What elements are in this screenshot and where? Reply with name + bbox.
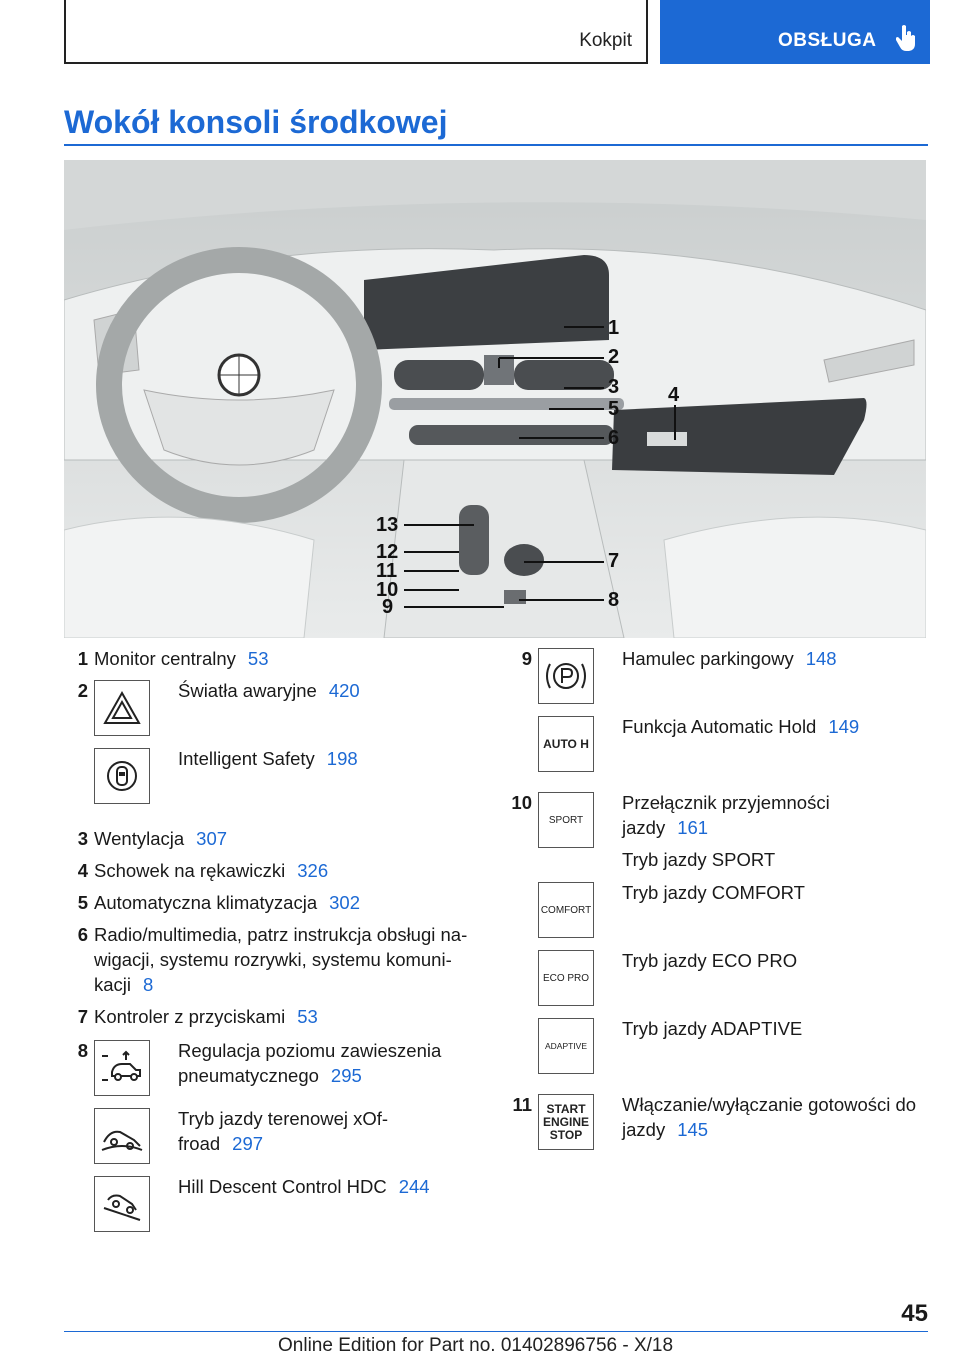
page-link[interactable]: 149	[828, 716, 860, 737]
page-link[interactable]: 148	[805, 648, 837, 669]
callout-5: 5	[608, 398, 620, 420]
header-tab[interactable]	[660, 0, 930, 64]
page-link[interactable]: 53	[297, 1006, 318, 1027]
legend-item: 7 Kontroler z przyciskami 53	[77, 1006, 318, 1027]
callout-2: 2	[608, 346, 620, 368]
offroad-icon	[94, 1108, 150, 1164]
legend-right	[508, 646, 932, 1160]
callout-6: 6	[608, 427, 620, 449]
cockpit-drawing	[64, 160, 926, 638]
page-link[interactable]: 420	[328, 680, 360, 701]
page-link[interactable]: 307	[196, 828, 228, 849]
footer-text: Online Edition for Part no. 01402896756 - X/18	[278, 1335, 674, 1356]
legend-item: 5 Automatyczna klimatyzacja 302	[77, 892, 360, 913]
page-link[interactable]: 53	[247, 648, 269, 669]
adaptive-mode-icon: ADAPTIVE	[538, 1018, 594, 1074]
legend-item: AUTO H Funkcja Automatic Hold 149	[508, 714, 932, 790]
legend-item: Intelligent Safety 198	[64, 746, 484, 826]
page-link[interactable]: 244	[398, 1176, 430, 1197]
legend-item: 8 Regulacja poziomu zawieszenia pneumatycznego 295	[64, 1038, 484, 1106]
page-link[interactable]: 302	[329, 892, 360, 913]
auto-hold-icon: AUTO H	[538, 716, 594, 772]
page-link[interactable]: 297	[232, 1133, 264, 1154]
page-number: 45	[901, 1300, 928, 1327]
sport-mode-icon: SPORT	[538, 792, 594, 848]
eco-pro-mode-icon: ECO PRO	[538, 950, 594, 1006]
legend-item: 1 Monitor centralny 53	[77, 648, 269, 669]
page-title: Wokół konsoli środkowej	[64, 104, 448, 140]
page-link[interactable]: 8	[143, 974, 154, 995]
legend-item: 10 SPORT Przełącznik przyjemności jazdy 161 Tryb jazdy SPORT	[511, 792, 830, 870]
page-link[interactable]: 326	[297, 860, 329, 881]
legend-item: ADAPTIVE Tryb jazdy ADAPTIVE	[508, 1016, 932, 1092]
title-rule	[64, 144, 928, 146]
legend-item: 4 Schowek na rękawiczki 326	[77, 860, 329, 881]
cockpit-illustration	[64, 160, 926, 638]
callout-1: 1	[608, 317, 620, 339]
callout-13: 13	[376, 514, 399, 536]
intelligent-safety-icon	[94, 748, 150, 804]
start-stop-icon: START ENGINE STOP	[538, 1094, 594, 1150]
legend-item: ECO PRO Tryb jazdy ECO PRO	[508, 948, 932, 1016]
legend-item: 11 START ENGINE STOP Włączanie/wyłączanie gotowości do jazdy 145	[508, 1092, 932, 1160]
header-section-label: Kokpit	[579, 30, 632, 51]
header-tab-label: OBSŁUGA	[778, 30, 877, 51]
callout-12: 12	[376, 541, 399, 563]
callout-3: 3	[608, 376, 620, 398]
page-link[interactable]: 161	[677, 817, 709, 838]
hill-descent-icon	[94, 1176, 150, 1232]
page-link[interactable]: 198	[326, 748, 358, 769]
footer-rule	[64, 1331, 928, 1332]
legend-left	[64, 646, 484, 1242]
legend-item: 3 Wentylacja 307	[77, 828, 228, 849]
legend-item: 9 Hamulec parkingowy 148	[508, 646, 932, 714]
page-link[interactable]: 145	[677, 1119, 709, 1140]
legend-item: COMFORT Tryb jazdy COMFORT	[508, 880, 932, 948]
legend-item: 6 Radio/multimedia, patrz instrukcja obsługi na- wigacji, systemu rozrywki, systemu komuni- kacji 8	[77, 924, 468, 995]
comfort-mode-icon: COMFORT	[538, 882, 594, 938]
page-link[interactable]: 295	[330, 1065, 362, 1086]
callout-8: 8	[608, 589, 620, 611]
callout-11: 11	[376, 560, 398, 582]
callout-9: 9	[382, 596, 394, 618]
legend-item: Tryb jazdy terenowej xOf- froad 297	[64, 1106, 484, 1174]
callout-10: 10	[376, 579, 399, 601]
legend-item: Hill Descent Control HDC 244	[64, 1174, 484, 1242]
air-suspension-icon	[94, 1040, 150, 1096]
legend-item: 2 Światła awaryjne 420	[64, 678, 484, 746]
callout-7: 7	[608, 550, 620, 572]
hand-pointer-icon	[896, 24, 918, 52]
parking-brake-icon	[538, 648, 594, 704]
hazard-warning-icon	[94, 680, 150, 736]
callout-4: 4	[668, 384, 680, 406]
header-section-box	[64, 0, 648, 64]
